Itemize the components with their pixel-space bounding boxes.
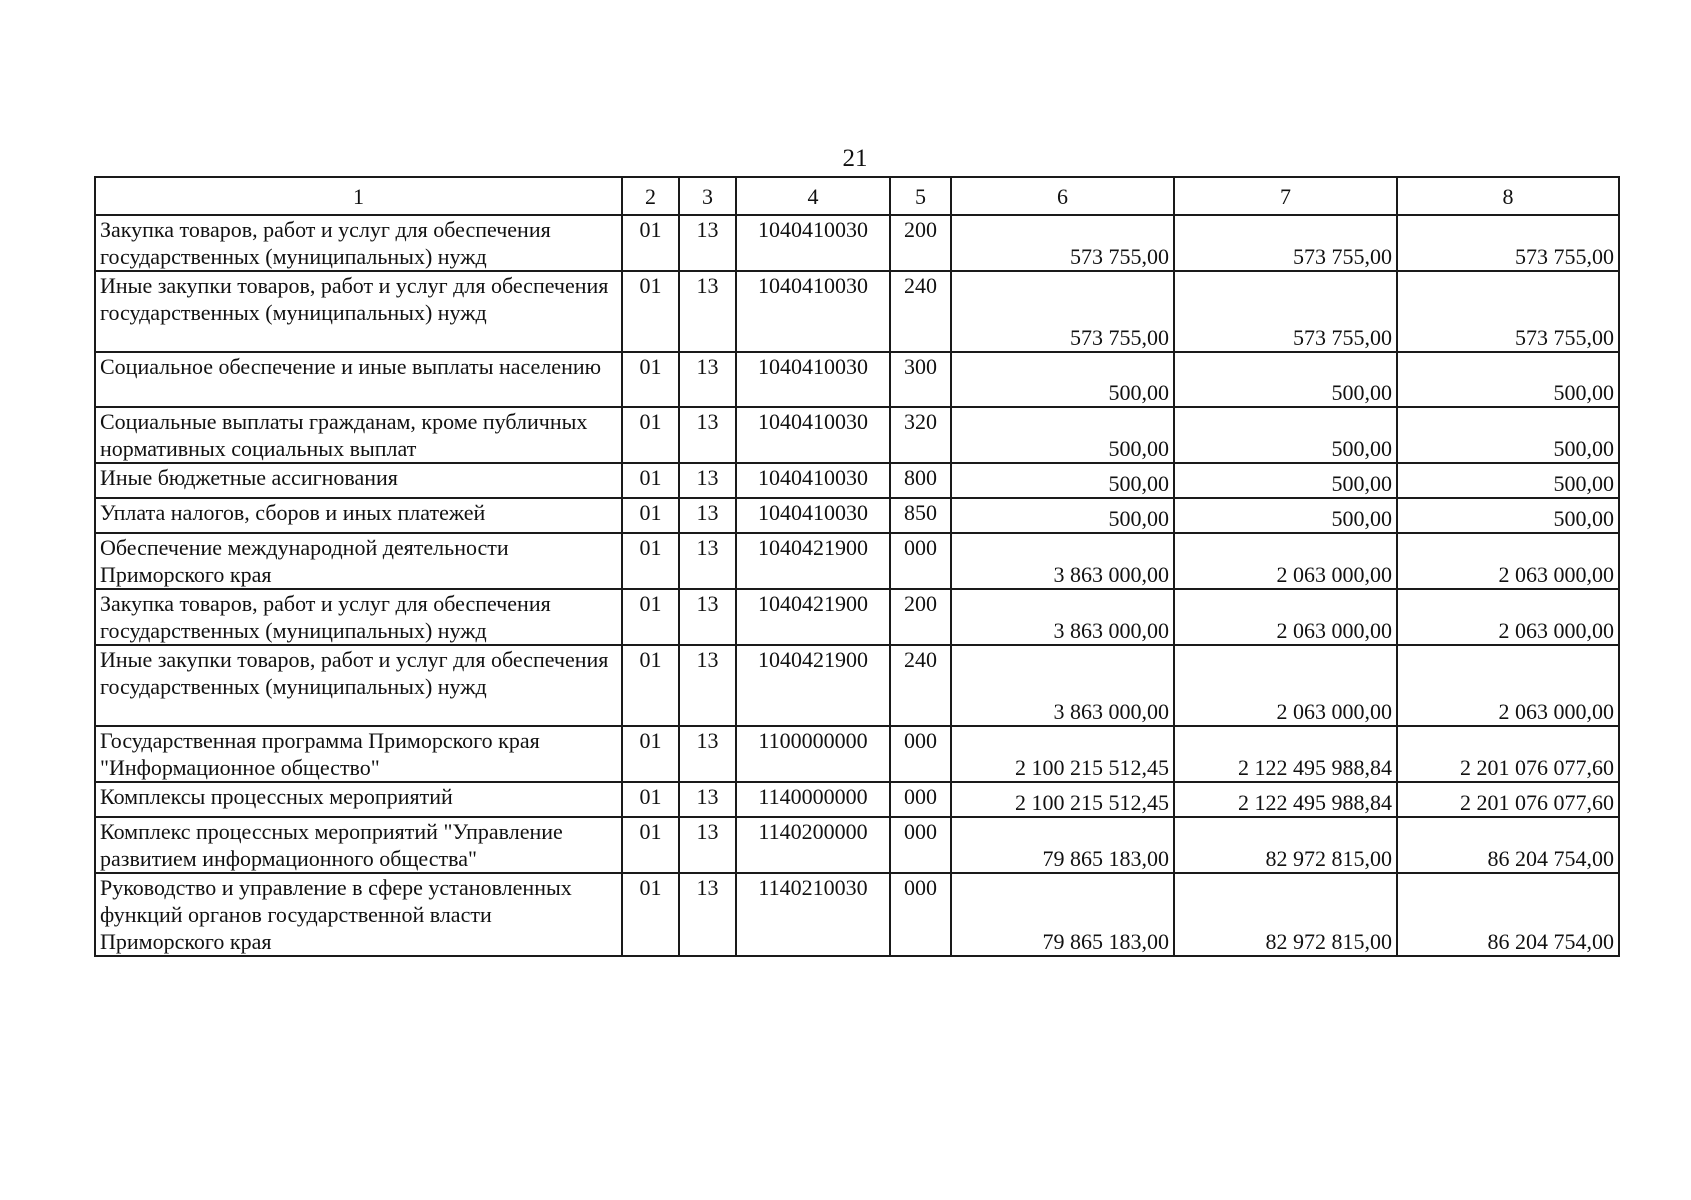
row-section: 01 <box>622 817 679 873</box>
row-value-6: 79 865 183,00 <box>951 817 1174 873</box>
row-subsection: 13 <box>679 498 736 533</box>
table-row <box>95 533 1619 589</box>
row-value-6: 2 100 215 512,45 <box>951 782 1174 817</box>
row-value-6: 573 755,00 <box>951 271 1174 352</box>
row-target-code: 1040410030 <box>736 407 890 463</box>
row-name: Иные бюджетные ассигнования <box>95 463 622 498</box>
row-name: Закупка товаров, работ и услуг для обеспечения государственных (муниципальных) нужд <box>95 589 622 645</box>
row-section: 01 <box>622 215 679 271</box>
row-value-7: 500,00 <box>1174 407 1397 463</box>
row-name: Комплексы процессных мероприятий <box>95 782 622 817</box>
row-subsection: 13 <box>679 463 736 498</box>
row-expense-type: 000 <box>890 817 951 873</box>
row-value-8: 500,00 <box>1397 352 1619 407</box>
row-value-8: 86 204 754,00 <box>1397 817 1619 873</box>
row-value-8: 2 063 000,00 <box>1397 589 1619 645</box>
row-value-8: 500,00 <box>1397 463 1619 498</box>
row-value-7: 2 122 495 988,84 <box>1174 726 1397 782</box>
row-value-6: 3 863 000,00 <box>951 589 1174 645</box>
table-row <box>95 873 1619 956</box>
table-row <box>95 407 1619 463</box>
row-value-6: 500,00 <box>951 498 1174 533</box>
row-value-7: 82 972 815,00 <box>1174 817 1397 873</box>
row-name: Социальное обеспечение и иные выплаты населению <box>95 352 622 407</box>
row-expense-type: 850 <box>890 498 951 533</box>
row-value-6: 3 863 000,00 <box>951 533 1174 589</box>
row-value-8: 573 755,00 <box>1397 271 1619 352</box>
row-value-7: 573 755,00 <box>1174 215 1397 271</box>
row-subsection: 13 <box>679 215 736 271</box>
table-row <box>95 782 1619 817</box>
row-value-8: 573 755,00 <box>1397 215 1619 271</box>
row-value-7: 82 972 815,00 <box>1174 873 1397 956</box>
row-value-7: 2 122 495 988,84 <box>1174 782 1397 817</box>
row-target-code: 1140000000 <box>736 782 890 817</box>
header-col-5: 5 <box>890 177 951 215</box>
row-value-8: 500,00 <box>1397 498 1619 533</box>
row-target-code: 1040410030 <box>736 271 890 352</box>
row-value-6: 573 755,00 <box>951 215 1174 271</box>
header-col-8: 8 <box>1397 177 1619 215</box>
row-expense-type: 320 <box>890 407 951 463</box>
row-subsection: 13 <box>679 726 736 782</box>
row-value-6: 500,00 <box>951 352 1174 407</box>
table-row <box>95 463 1619 498</box>
row-name: Государственная программа Приморского края "Информационное общество" <box>95 726 622 782</box>
row-name: Иные закупки товаров, работ и услуг для обеспечения государственных (муниципальных) нужд <box>95 271 622 352</box>
row-value-8: 2 201 076 077,60 <box>1397 726 1619 782</box>
row-name: Обеспечение международной деятельности Приморского края <box>95 533 622 589</box>
row-value-7: 500,00 <box>1174 498 1397 533</box>
row-expense-type: 000 <box>890 533 951 589</box>
row-target-code: 1040421900 <box>736 645 890 726</box>
row-target-code: 1040421900 <box>736 533 890 589</box>
row-section: 01 <box>622 589 679 645</box>
header-row <box>95 177 1619 215</box>
row-value-7: 2 063 000,00 <box>1174 533 1397 589</box>
table-row <box>95 271 1619 352</box>
header-col-1: 1 <box>95 177 622 215</box>
row-target-code: 1040421900 <box>736 589 890 645</box>
row-subsection: 13 <box>679 645 736 726</box>
row-value-6: 3 863 000,00 <box>951 645 1174 726</box>
row-section: 01 <box>622 782 679 817</box>
row-value-7: 2 063 000,00 <box>1174 645 1397 726</box>
row-value-7: 500,00 <box>1174 352 1397 407</box>
budget-table <box>94 176 1620 957</box>
row-target-code: 1140210030 <box>736 873 890 956</box>
row-expense-type: 200 <box>890 215 951 271</box>
row-expense-type: 240 <box>890 271 951 352</box>
row-name: Уплата налогов, сборов и иных платежей <box>95 498 622 533</box>
table-row <box>95 726 1619 782</box>
row-subsection: 13 <box>679 407 736 463</box>
row-subsection: 13 <box>679 533 736 589</box>
row-section: 01 <box>622 352 679 407</box>
row-target-code: 1040410030 <box>736 463 890 498</box>
row-value-6: 500,00 <box>951 407 1174 463</box>
row-target-code: 1040410030 <box>736 498 890 533</box>
row-target-code: 1100000000 <box>736 726 890 782</box>
row-target-code: 1040410030 <box>736 352 890 407</box>
row-value-6: 2 100 215 512,45 <box>951 726 1174 782</box>
row-value-6: 500,00 <box>951 463 1174 498</box>
row-value-8: 500,00 <box>1397 407 1619 463</box>
row-name: Иные закупки товаров, работ и услуг для обеспечения государственных (муниципальных) нужд <box>95 645 622 726</box>
header-col-3: 3 <box>679 177 736 215</box>
row-section: 01 <box>622 498 679 533</box>
row-section: 01 <box>622 463 679 498</box>
row-value-7: 573 755,00 <box>1174 271 1397 352</box>
row-name: Руководство и управление в сфере установленных функций органов государственной власти Приморского края <box>95 873 622 956</box>
row-section: 01 <box>622 873 679 956</box>
row-value-8: 2 201 076 077,60 <box>1397 782 1619 817</box>
table-row <box>95 215 1619 271</box>
row-subsection: 13 <box>679 352 736 407</box>
row-value-6: 79 865 183,00 <box>951 873 1174 956</box>
row-value-8: 2 063 000,00 <box>1397 645 1619 726</box>
row-target-code: 1040410030 <box>736 215 890 271</box>
table-row <box>95 817 1619 873</box>
row-value-7: 500,00 <box>1174 463 1397 498</box>
row-value-8: 86 204 754,00 <box>1397 873 1619 956</box>
row-name: Закупка товаров, работ и услуг для обеспечения государственных (муниципальных) нужд <box>95 215 622 271</box>
row-section: 01 <box>622 726 679 782</box>
row-value-8: 2 063 000,00 <box>1397 533 1619 589</box>
row-subsection: 13 <box>679 782 736 817</box>
row-section: 01 <box>622 645 679 726</box>
header-col-2: 2 <box>622 177 679 215</box>
row-expense-type: 240 <box>890 645 951 726</box>
page-number: 21 <box>842 145 868 172</box>
row-name: Комплекс процессных мероприятий "Управление развитием информационного общества" <box>95 817 622 873</box>
row-target-code: 1140200000 <box>736 817 890 873</box>
table-row <box>95 645 1619 726</box>
header-col-6: 6 <box>951 177 1174 215</box>
row-expense-type: 800 <box>890 463 951 498</box>
header-col-4: 4 <box>736 177 890 215</box>
row-section: 01 <box>622 271 679 352</box>
row-expense-type: 000 <box>890 782 951 817</box>
header-col-7: 7 <box>1174 177 1397 215</box>
row-value-7: 2 063 000,00 <box>1174 589 1397 645</box>
row-subsection: 13 <box>679 817 736 873</box>
row-subsection: 13 <box>679 873 736 956</box>
row-expense-type: 000 <box>890 873 951 956</box>
table-row <box>95 352 1619 407</box>
row-section: 01 <box>622 533 679 589</box>
row-expense-type: 000 <box>890 726 951 782</box>
row-subsection: 13 <box>679 589 736 645</box>
table-row <box>95 498 1619 533</box>
row-subsection: 13 <box>679 271 736 352</box>
row-expense-type: 300 <box>890 352 951 407</box>
row-expense-type: 200 <box>890 589 951 645</box>
row-section: 01 <box>622 407 679 463</box>
row-name: Социальные выплаты гражданам, кроме публичных нормативных социальных выплат <box>95 407 622 463</box>
table-row <box>95 589 1619 645</box>
